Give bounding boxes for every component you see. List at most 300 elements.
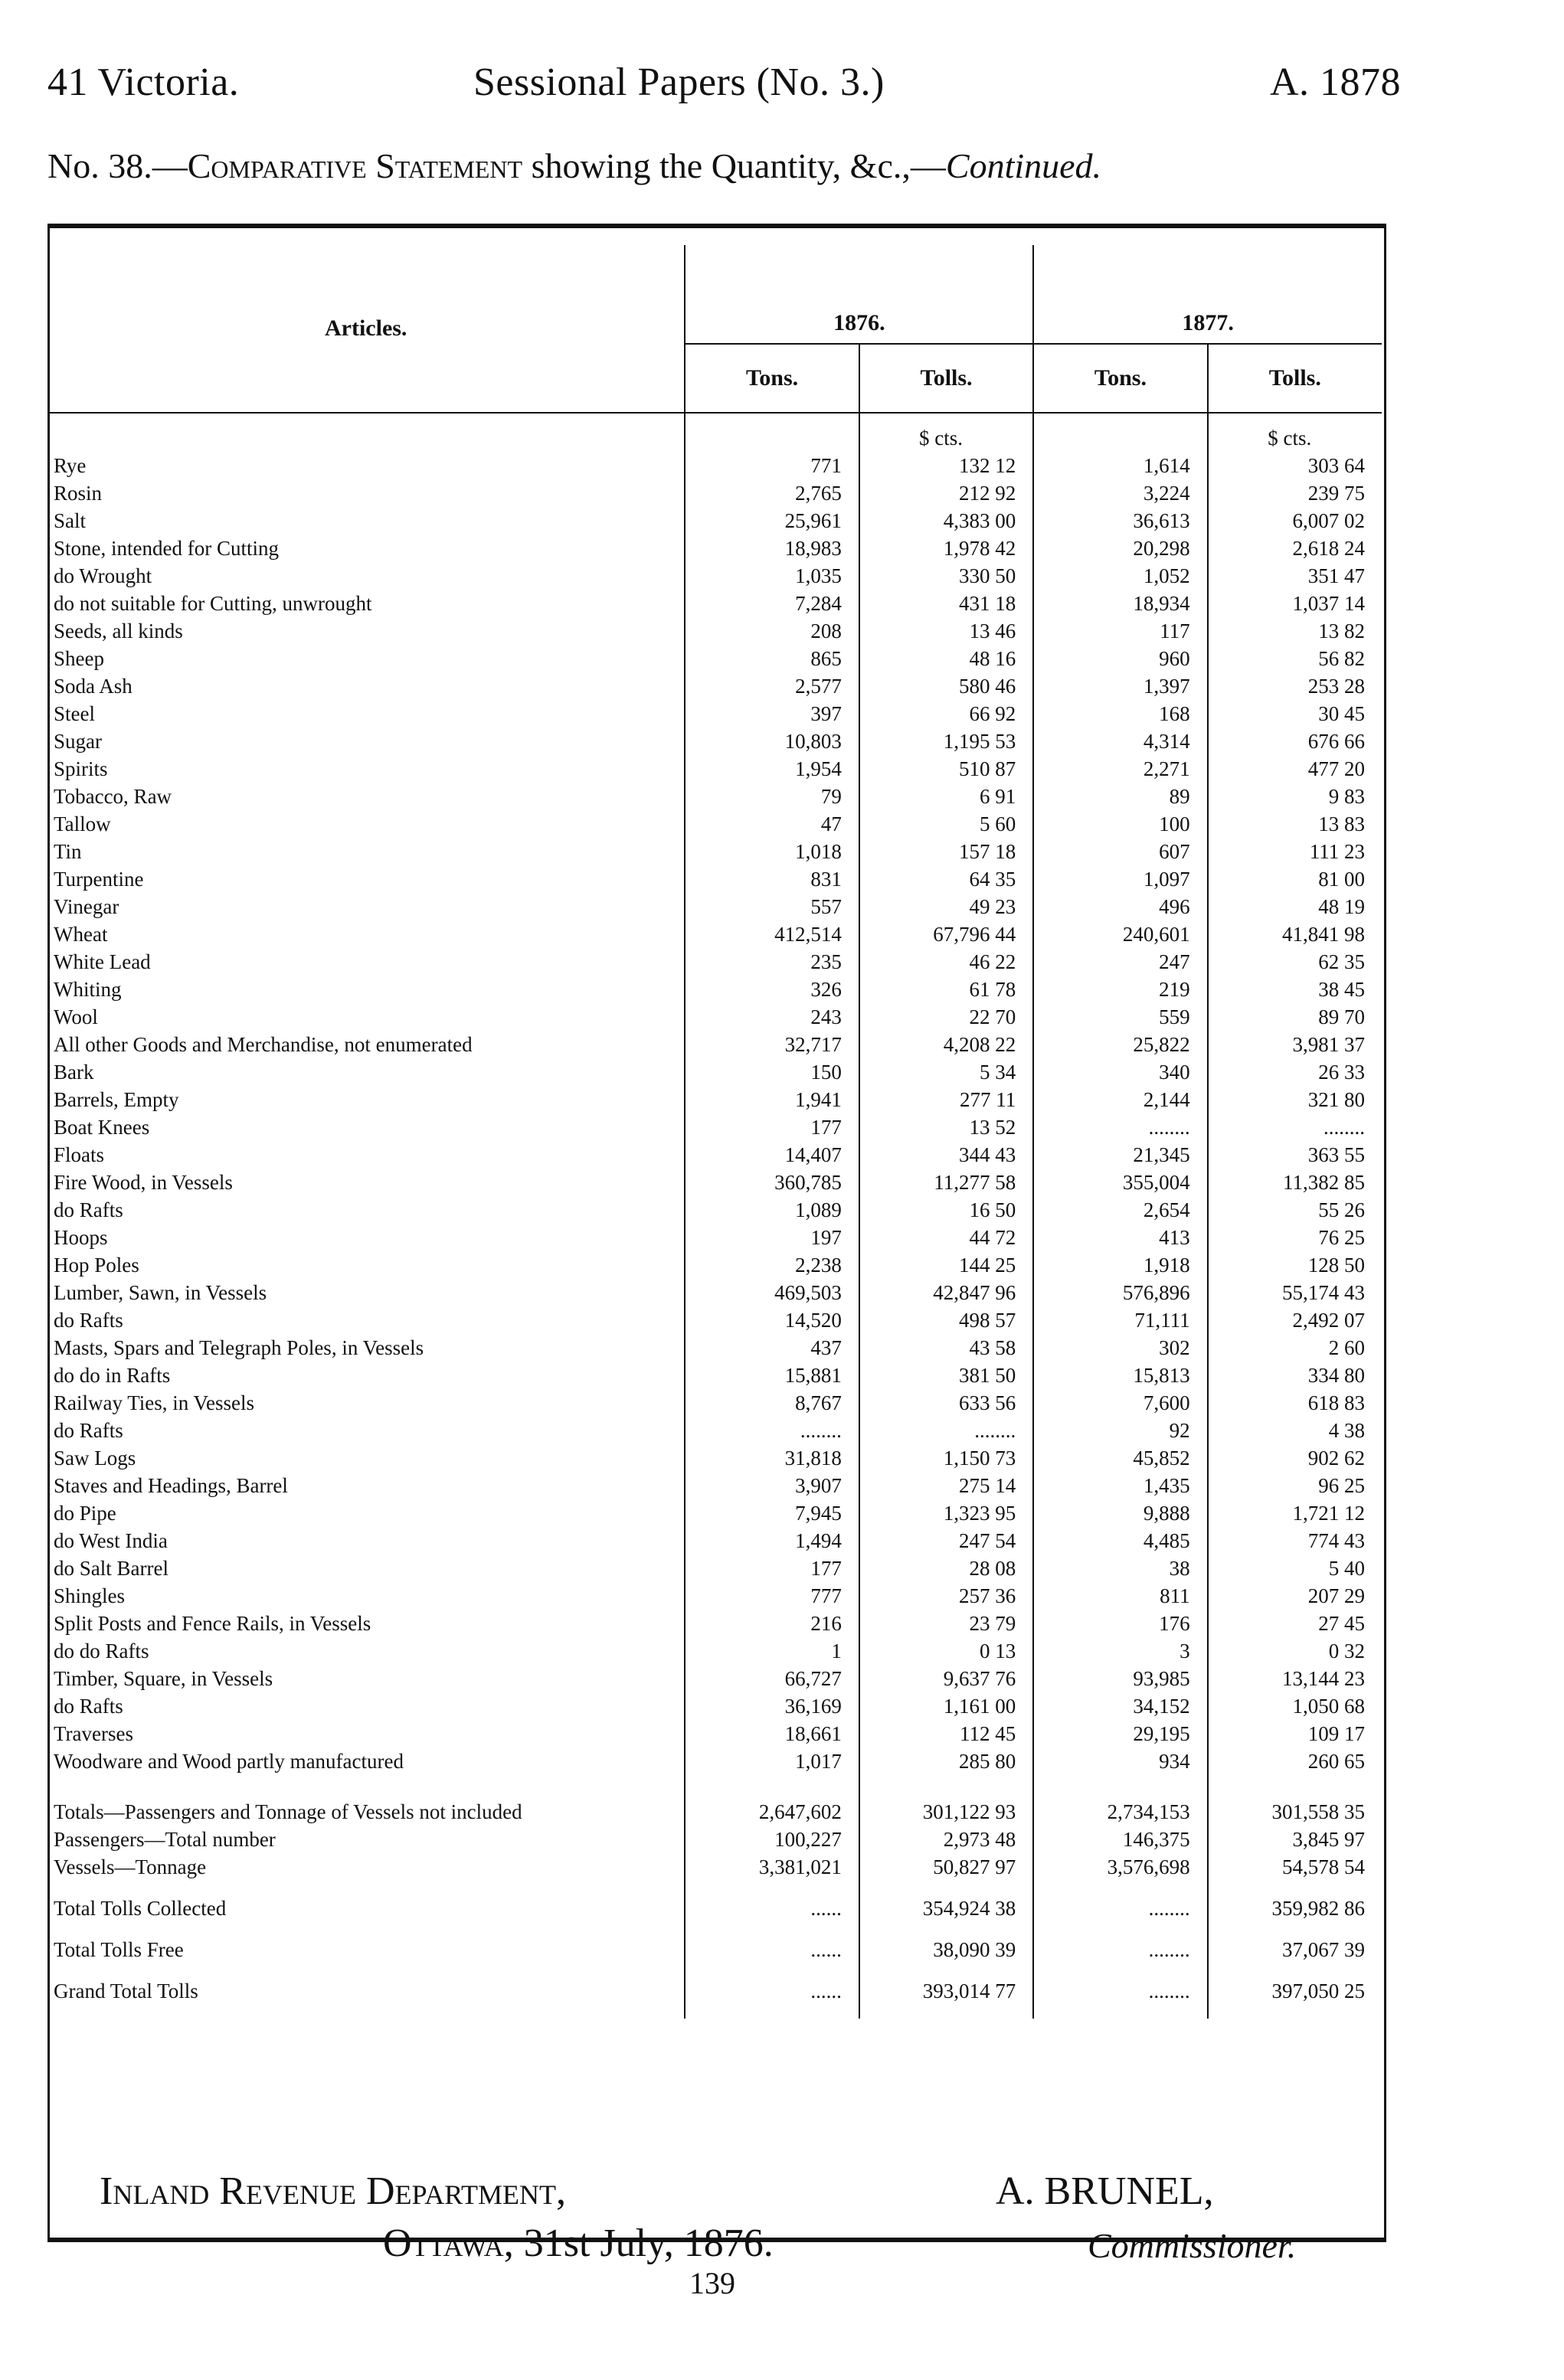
table-row	[47, 1417, 1382, 1444]
tolls-1877-cell: 0 32	[1208, 1637, 1382, 1665]
table-row	[47, 1555, 1382, 1582]
tons-1877-cell: 21,345	[1033, 1141, 1207, 1169]
tons-1876-cell: 8,767	[685, 1389, 859, 1417]
article-cell: Seeds, all kinds	[54, 620, 183, 642]
tons-1877-cell: 168	[1033, 700, 1207, 727]
tons-1877-cell: 607	[1033, 838, 1207, 865]
article-cell: Traverses	[54, 1722, 133, 1745]
tons-1876-cell: 557	[685, 893, 859, 920]
tons-1877-cell: 45,852	[1033, 1444, 1207, 1472]
table-row	[47, 1086, 1382, 1113]
tolls-1876-cell: 13 46	[859, 617, 1033, 645]
tolls-1877-cell: 260 65	[1208, 1747, 1382, 1775]
tons-1877-cell: 340	[1033, 1058, 1207, 1086]
article-cell: Timber, Square, in Vessels	[54, 1667, 273, 1690]
tolls-1876-cell: 344 43	[859, 1141, 1033, 1169]
tolls-1877-cell: 359,982 86	[1208, 1881, 1382, 1936]
article-cell: Rosin	[54, 482, 103, 505]
table-row	[47, 1747, 1382, 1775]
tons-1877-cell: 496	[1033, 893, 1207, 920]
article-cell: Tallow	[54, 812, 111, 835]
article-cell: Hoops	[54, 1226, 108, 1249]
tons-1877-cell: 355,004	[1033, 1169, 1207, 1196]
article-cell: Barrels, Empty	[54, 1088, 179, 1111]
tons-1877-cell: ........	[1033, 1113, 1207, 1141]
table-row	[47, 1444, 1382, 1472]
tons-1877-cell: 92	[1033, 1417, 1207, 1444]
tons-1876-cell: 1,018	[685, 838, 859, 865]
tolls-1876-cell: 580 46	[859, 672, 1033, 700]
tons-1877-cell: 34,152	[1033, 1692, 1207, 1720]
subtitle-middle: showing the Quantity, &c.,—	[522, 146, 946, 185]
tolls-1876-cell: 42,847 96	[859, 1279, 1033, 1306]
tolls-1876-cell: 354,924 38	[859, 1881, 1033, 1936]
tolls-1876-cell: 1,161 00	[859, 1692, 1033, 1720]
tons-1876-cell: 3,381,021	[685, 1853, 859, 1881]
tolls-1876-cell: 49 23	[859, 893, 1033, 920]
article-cell: Tin	[54, 840, 82, 863]
tons-1876-cell: 7,284	[685, 590, 859, 617]
table-row	[47, 1251, 1382, 1279]
tolls-1876-cell: 5 60	[859, 810, 1033, 838]
article-cell: Vinegar	[54, 895, 119, 918]
tons-1877-cell: 3,224	[1033, 479, 1207, 507]
tons-1877-cell: 2,271	[1033, 755, 1207, 783]
tolls-1877-cell: 2 60	[1208, 1334, 1382, 1362]
table-row	[47, 672, 1382, 700]
tolls-1877-cell: 54,578 54	[1208, 1853, 1382, 1881]
tolls-1876-cell: 510 87	[859, 755, 1033, 783]
commissioner-name: A. BRUNEL,	[996, 2169, 1214, 2213]
article-cell: Spirits	[54, 757, 108, 780]
totals-row	[47, 1853, 1382, 1881]
table-row	[47, 948, 1382, 976]
article-cell: Salt	[54, 509, 87, 532]
tolls-1877-cell: 363 55	[1208, 1141, 1382, 1169]
signature-place: Ottawa,	[383, 2221, 514, 2265]
table-row	[47, 1113, 1382, 1141]
tons-1876-cell: 25,961	[685, 507, 859, 535]
tons-1877-cell: 1,918	[1033, 1251, 1207, 1279]
tolls-1876-cell: 61 78	[859, 976, 1033, 1003]
tons-1876-cell: 100,227	[685, 1826, 859, 1853]
article-cell: Rye	[54, 454, 87, 477]
article-cell: do Rafts	[54, 1309, 123, 1332]
tons-1876-cell: 18,983	[685, 535, 859, 562]
tolls-1876-cell: 64 35	[859, 865, 1033, 893]
tons-1877-cell: 25,822	[1033, 1031, 1207, 1058]
tolls-1876-cell: 212 92	[859, 479, 1033, 507]
tolls-1877-cell: 128 50	[1208, 1251, 1382, 1279]
header-papers: Sessional Papers (No. 3.)	[473, 60, 885, 104]
table-row	[47, 1058, 1382, 1086]
tons-1876-cell: 865	[685, 645, 859, 672]
tons-1876-cell: 397	[685, 700, 859, 727]
tons-1876-cell: 66,727	[685, 1665, 859, 1692]
tolls-1876-cell: 257 36	[859, 1582, 1033, 1610]
tolls-1877-cell: 27 45	[1208, 1610, 1382, 1637]
totals-row	[47, 1798, 1382, 1826]
tons-1877-cell: 9,888	[1033, 1499, 1207, 1527]
tons-1876-cell: 771	[685, 452, 859, 479]
article-cell: Wool	[54, 1005, 98, 1028]
article-cell: Soda Ash	[54, 675, 133, 698]
tons-1877-cell: 71,111	[1033, 1306, 1207, 1334]
article-cell: Grand Total Tolls	[54, 1980, 198, 2002]
tolls-1877-cell: 902 62	[1208, 1444, 1382, 1472]
tons-1877-cell: 1,097	[1033, 865, 1207, 893]
tons-1877-cell: 576,896	[1033, 1279, 1207, 1306]
tons-1876-cell: 150	[685, 1058, 859, 1086]
tolls-1876-cell: 23 79	[859, 1610, 1033, 1637]
table-row	[47, 1527, 1382, 1555]
tolls-1877-cell: 334 80	[1208, 1362, 1382, 1389]
tolls-1876-cell: 6 91	[859, 783, 1033, 810]
tons-1876-cell: 177	[685, 1113, 859, 1141]
tolls-1877-header: Tolls.	[1208, 344, 1382, 413]
grand-total-row	[47, 1963, 1382, 2019]
tons-1876-cell: 18,661	[685, 1720, 859, 1747]
table-row	[47, 617, 1382, 645]
tolls-1876-cell: 16 50	[859, 1196, 1033, 1224]
comparative-statement-table	[47, 245, 1382, 2019]
tolls-1877-cell: 3,981 37	[1208, 1031, 1382, 1058]
table-row	[47, 1610, 1382, 1637]
table-row	[47, 1389, 1382, 1417]
table-row	[47, 1169, 1382, 1196]
tolls-1877-cell: 1,721 12	[1208, 1499, 1382, 1527]
tons-1876-cell: ......	[685, 1963, 859, 2019]
table-row	[47, 1003, 1382, 1031]
tolls-collected-row	[47, 1881, 1382, 1936]
tolls-1876-cell: 144 25	[859, 1251, 1033, 1279]
article-cell: do West India	[54, 1529, 168, 1552]
tolls-1876-cell: 1,323 95	[859, 1499, 1033, 1527]
article-cell: Turpentine	[54, 868, 144, 891]
tons-1876-header: Tons.	[685, 344, 859, 413]
tolls-1877-cell: 37,067 39	[1208, 1936, 1382, 1963]
tons-1877-cell: 2,144	[1033, 1086, 1207, 1113]
article-cell: Wheat	[54, 923, 108, 946]
article-cell: do Pipe	[54, 1502, 116, 1525]
tolls-1876-cell: 46 22	[859, 948, 1033, 976]
tolls-1877-cell: 253 28	[1208, 672, 1382, 700]
tolls-1877-cell: 5 40	[1208, 1555, 1382, 1582]
article-cell: do Rafts	[54, 1695, 123, 1718]
tons-1877-cell: ........	[1033, 1936, 1207, 1963]
tolls-1877-cell: 76 25	[1208, 1224, 1382, 1251]
tolls-1876-cell: 67,796 44	[859, 920, 1033, 948]
empty-cell	[47, 1775, 685, 1798]
tolls-1877-cell: 13,144 23	[1208, 1665, 1382, 1692]
tons-1877-cell: 1,052	[1033, 562, 1207, 590]
tolls-1876-cell: 112 45	[859, 1720, 1033, 1747]
article-cell: Vessels—Tonnage	[54, 1855, 207, 1878]
tolls-1877-cell: 38 45	[1208, 976, 1382, 1003]
article-cell: Totals—Passengers and Tonnage of Vessels not included	[54, 1800, 522, 1823]
tons-1876-cell: 197	[685, 1224, 859, 1251]
tons-1876-cell: ........	[685, 1417, 859, 1444]
tons-1876-cell: 326	[685, 976, 859, 1003]
tolls-1876-cell: 330 50	[859, 562, 1033, 590]
tolls-1876-cell: 633 56	[859, 1389, 1033, 1417]
header-year: A. 1878	[1270, 60, 1402, 104]
tons-1876-cell: 79	[685, 783, 859, 810]
table-row	[47, 755, 1382, 783]
article-cell: do do in Rafts	[54, 1364, 171, 1387]
tons-1877-cell: 7,600	[1033, 1389, 1207, 1417]
table-row	[47, 1334, 1382, 1362]
tolls-1876-cell: 498 57	[859, 1306, 1033, 1334]
tolls-1876-cell: 1,150 73	[859, 1444, 1033, 1472]
tolls-1877-cell: 3,845 97	[1208, 1826, 1382, 1853]
table-row	[47, 893, 1382, 920]
tons-1876-cell: 243	[685, 1003, 859, 1031]
tolls-1877-cell: 81 00	[1208, 865, 1382, 893]
table-row	[47, 727, 1382, 755]
currency-1877: $ cts.	[1208, 413, 1382, 452]
tolls-1877-cell: 774 43	[1208, 1527, 1382, 1555]
article-cell: Total Tolls Free	[54, 1938, 184, 1961]
article-cell: Masts, Spars and Telegraph Poles, in Vessels	[54, 1336, 424, 1359]
page-number: 139	[689, 2266, 735, 2300]
tons-1877-cell: 1,435	[1033, 1472, 1207, 1499]
table-row	[47, 838, 1382, 865]
tons-1877-cell: 811	[1033, 1582, 1207, 1610]
tolls-1876-cell: 393,014 77	[859, 1963, 1033, 2019]
table-row	[47, 562, 1382, 590]
tolls-1876-cell: 22 70	[859, 1003, 1033, 1031]
tons-1876-cell: 412,514	[685, 920, 859, 948]
tolls-1876-header: Tolls.	[859, 344, 1033, 413]
article-cell: White Lead	[54, 950, 151, 973]
tons-1876-cell: 2,577	[685, 672, 859, 700]
article-cell: Railway Ties, in Vessels	[54, 1391, 255, 1414]
tolls-1877-cell: 56 82	[1208, 645, 1382, 672]
tons-1877-cell: 2,654	[1033, 1196, 1207, 1224]
tons-1876-cell: 1	[685, 1637, 859, 1665]
table-row	[47, 1224, 1382, 1251]
tons-1877-cell: 18,934	[1033, 590, 1207, 617]
tolls-1877-cell: 207 29	[1208, 1582, 1382, 1610]
tons-1877-cell: 38	[1033, 1555, 1207, 1582]
tolls-1876-cell: 1,195 53	[859, 727, 1033, 755]
tolls-1876-cell: 9,637 76	[859, 1665, 1033, 1692]
tolls-1876-cell: 4,383 00	[859, 507, 1033, 535]
tons-1877-header: Tons.	[1033, 344, 1207, 413]
tolls-1877-cell: 4 38	[1208, 1417, 1382, 1444]
tolls-1876-cell: 247 54	[859, 1527, 1033, 1555]
tons-1876-cell: 1,017	[685, 1747, 859, 1775]
tolls-1877-cell: 2,492 07	[1208, 1306, 1382, 1334]
tolls-1876-cell: 66 92	[859, 700, 1033, 727]
table-row	[47, 1306, 1382, 1334]
table-row	[47, 976, 1382, 1003]
tons-1876-cell: 2,647,602	[685, 1798, 859, 1826]
tons-1877-cell: 219	[1033, 976, 1207, 1003]
empty-cell	[47, 413, 685, 452]
subtitle-continued: Continued.	[945, 146, 1102, 185]
tolls-1877-cell: 111 23	[1208, 838, 1382, 865]
article-cell: Split Posts and Fence Rails, in Vessels	[54, 1612, 371, 1635]
tolls-1877-cell: 239 75	[1208, 479, 1382, 507]
tons-1877-cell: 100	[1033, 810, 1207, 838]
article-cell: Tobacco, Raw	[54, 785, 172, 808]
tons-1876-cell: 2,765	[685, 479, 859, 507]
header-session: 41 Victoria.	[47, 60, 240, 104]
table-row	[47, 535, 1382, 562]
tons-1876-cell: 360,785	[685, 1169, 859, 1196]
tolls-1876-cell: 381 50	[859, 1362, 1033, 1389]
tons-1876-cell: ......	[685, 1881, 859, 1936]
tons-1876-cell: 208	[685, 617, 859, 645]
department-name: Inland Revenue Department,	[100, 2169, 567, 2213]
tons-1876-cell: 36,169	[685, 1692, 859, 1720]
tolls-1877-cell: 1,050 68	[1208, 1692, 1382, 1720]
tons-1877-cell: 1,397	[1033, 672, 1207, 700]
tons-1876-cell: 177	[685, 1555, 859, 1582]
table-row	[47, 1279, 1382, 1306]
table-row	[47, 1141, 1382, 1169]
subtitle-caps: Comparative Statement	[187, 146, 523, 185]
tolls-1876-cell: 1,978 42	[859, 535, 1033, 562]
tolls-1877-cell: 48 19	[1208, 893, 1382, 920]
tolls-1877-cell: 676 66	[1208, 727, 1382, 755]
tolls-1876-cell: 13 52	[859, 1113, 1033, 1141]
tons-1876-cell: 1,941	[685, 1086, 859, 1113]
article-cell: Shingles	[54, 1584, 126, 1607]
table-row	[47, 645, 1382, 672]
table-row	[47, 1665, 1382, 1692]
article-cell: do Rafts	[54, 1419, 123, 1442]
article-cell: Woodware and Wood partly manufactured	[54, 1750, 404, 1773]
tolls-1876-cell: 38,090 39	[859, 1936, 1033, 1963]
tons-1876-cell: 437	[685, 1334, 859, 1362]
tons-1876-cell: 1,494	[685, 1527, 859, 1555]
tons-1877-cell: 3,576,698	[1033, 1853, 1207, 1881]
tons-1876-cell: 15,881	[685, 1362, 859, 1389]
tolls-1876-cell: 2,973 48	[859, 1826, 1033, 1853]
tons-1876-cell: 2,238	[685, 1251, 859, 1279]
article-cell: do Rafts	[54, 1198, 123, 1221]
tons-1877-cell: 20,298	[1033, 535, 1207, 562]
tons-1876-cell: 469,503	[685, 1279, 859, 1306]
tons-1877-cell: 934	[1033, 1747, 1207, 1775]
article-cell: do not suitable for Cutting, unwrought	[54, 592, 372, 615]
article-cell: Saw Logs	[54, 1447, 136, 1470]
document-subtitle	[47, 145, 1101, 186]
tolls-1877-cell: 62 35	[1208, 948, 1382, 976]
tons-1876-cell: 235	[685, 948, 859, 976]
tolls-1877-cell: 397,050 25	[1208, 1963, 1382, 2019]
tons-1877-cell: 2,734,153	[1033, 1798, 1207, 1826]
article-cell: Floats	[54, 1143, 105, 1166]
table-row	[47, 1362, 1382, 1389]
table-row	[47, 1720, 1382, 1747]
tons-1877-cell: 4,485	[1033, 1527, 1207, 1555]
table-row	[47, 1499, 1382, 1527]
tolls-1876-cell: 431 18	[859, 590, 1033, 617]
tolls-1877-cell: 55 26	[1208, 1196, 1382, 1224]
table-row	[47, 452, 1382, 479]
tons-1877-cell: 36,613	[1033, 507, 1207, 535]
tons-1877-cell: 15,813	[1033, 1362, 1207, 1389]
table-row	[47, 1472, 1382, 1499]
tons-1876-cell: 14,520	[685, 1306, 859, 1334]
tolls-1876-cell: 48 16	[859, 645, 1033, 672]
tolls-1876-cell: 301,122 93	[859, 1798, 1033, 1826]
empty-cell	[1033, 413, 1207, 452]
tons-1877-cell: 117	[1033, 617, 1207, 645]
tolls-1877-cell: 6,007 02	[1208, 507, 1382, 535]
tons-1876-cell: 1,035	[685, 562, 859, 590]
tolls-1877-cell: 41,841 98	[1208, 920, 1382, 948]
year-1876-header: 1876.	[685, 245, 1033, 344]
tolls-free-row	[47, 1936, 1382, 1963]
tons-1876-cell: 31,818	[685, 1444, 859, 1472]
empty-cell	[1033, 1775, 1207, 1798]
tolls-1877-cell: 13 83	[1208, 810, 1382, 838]
tolls-1876-cell: 11,277 58	[859, 1169, 1033, 1196]
article-cell: do do Rafts	[54, 1640, 149, 1662]
empty-cell	[1208, 1775, 1382, 1798]
tolls-1876-cell: 44 72	[859, 1224, 1033, 1251]
tons-1877-cell: 146,375	[1033, 1826, 1207, 1853]
tolls-1876-cell: 157 18	[859, 838, 1033, 865]
tons-1876-cell: 7,945	[685, 1499, 859, 1527]
empty-cell	[859, 1775, 1033, 1798]
tolls-1877-cell: 26 33	[1208, 1058, 1382, 1086]
table-row	[47, 700, 1382, 727]
tons-1877-cell: ........	[1033, 1881, 1207, 1936]
tolls-1877-cell: 109 17	[1208, 1720, 1382, 1747]
tons-1877-cell: 4,314	[1033, 727, 1207, 755]
article-cell: Lumber, Sawn, in Vessels	[54, 1281, 267, 1304]
article-cell: Total Tolls Collected	[54, 1897, 227, 1920]
tolls-1877-cell: 477 20	[1208, 755, 1382, 783]
signature-place-date	[383, 2221, 774, 2266]
table-row	[47, 1692, 1382, 1720]
tons-1877-cell: 1,614	[1033, 452, 1207, 479]
tons-1877-cell: 960	[1033, 645, 1207, 672]
tolls-1877-cell: 55,174 43	[1208, 1279, 1382, 1306]
tolls-1877-cell: 618 83	[1208, 1389, 1382, 1417]
year-1877-header: 1877.	[1033, 245, 1382, 344]
tons-1876-cell: 3,907	[685, 1472, 859, 1499]
table-row	[47, 590, 1382, 617]
tons-1876-cell: 831	[685, 865, 859, 893]
article-cell: Stone, intended for Cutting	[54, 537, 279, 560]
tolls-1877-cell: 9 83	[1208, 783, 1382, 810]
tolls-1876-cell: 5 34	[859, 1058, 1033, 1086]
tons-1877-cell: 93,985	[1033, 1665, 1207, 1692]
article-cell: Bark	[54, 1061, 94, 1084]
tons-1876-cell: ......	[685, 1936, 859, 1963]
tons-1876-cell: 47	[685, 810, 859, 838]
tons-1876-cell: 14,407	[685, 1141, 859, 1169]
currency-1876: $ cts.	[859, 413, 1033, 452]
tolls-1876-cell: 43 58	[859, 1334, 1033, 1362]
tolls-1877-cell: 301,558 35	[1208, 1798, 1382, 1826]
table-row	[47, 865, 1382, 893]
tons-1877-cell: ........	[1033, 1963, 1207, 2019]
table-row	[47, 507, 1382, 535]
tons-1877-cell: 413	[1033, 1224, 1207, 1251]
tolls-1876-cell: 50,827 97	[859, 1853, 1033, 1881]
table-row	[47, 1582, 1382, 1610]
tolls-1877-cell: 89 70	[1208, 1003, 1382, 1031]
article-cell: Fire Wood, in Vessels	[54, 1171, 233, 1194]
